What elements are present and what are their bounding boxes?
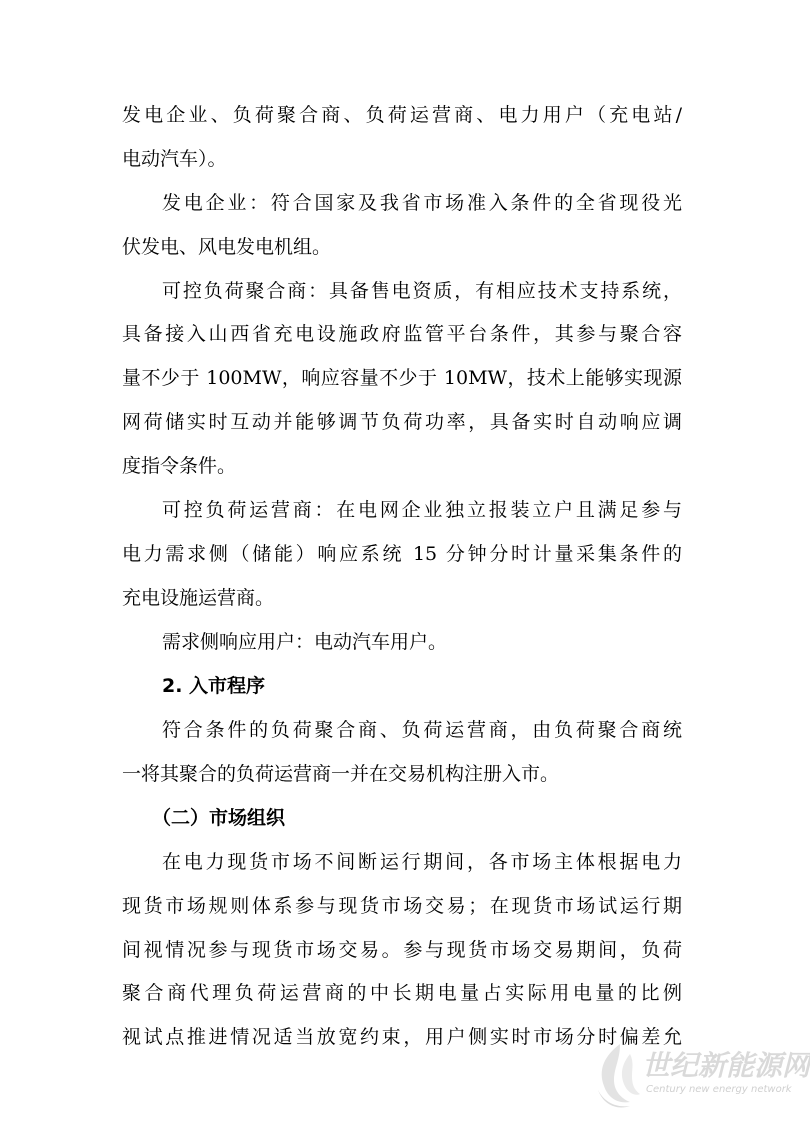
text-line-2: 电动汽车）。 [122,148,227,170]
text-line-9: 度指令条件。 [122,455,237,477]
text-line-19: 现货市场规则体系参与现货市场交易；在现货市场试运行期 [122,895,682,917]
watermark-title: 世纪新能源网 [642,1049,810,1082]
section-heading-entry-procedure: 2. 入市程序 [162,675,266,697]
flame-logo-icon [590,1040,644,1110]
text-line-3: 发电企业：符合国家及我省市场准入条件的全省现役光 [162,192,682,214]
text-line-16: 一将其聚合的负荷运营商一并在交易机构注册入市。 [122,763,560,785]
text-line-8: 网荷储实时互动并能够调节负荷功率，具备实时自动响应调 [122,411,682,433]
text-line-20: 间视情况参与现货市场交易。参与现货市场交易期间，负荷 [122,939,682,961]
text-line-22: 视试点推进情况适当放宽约束，用户侧实时市场分时偏差允 [122,1026,682,1048]
section-heading-market-organization: （二）市场组织 [152,807,286,829]
text-line-4: 伏发电、风电发电机组。 [122,236,332,258]
text-line-6: 具备接入山西省充电设施政府监管平台条件，其参与聚合容 [122,323,682,345]
text-line-18: 在电力现货市场不间断运行期间，各市场主体根据电力 [162,851,682,873]
watermark [590,1040,810,1110]
text-line-15: 符合条件的负荷聚合商、负荷运营商，由负荷聚合商统 [162,719,682,741]
text-line-5: 可控负荷聚合商：具备售电资质，有相应技术支持系统， [162,280,682,302]
text-line-12: 充电设施运营商。 [122,587,275,609]
text-line-10: 可控负荷运营商：在电网企业独立报装立户且满足参与 [162,499,682,521]
text-line-7: 量不少于 100MW，响应容量不少于 10MW，技术上能够实现源 [122,367,682,389]
text-line-11: 电力需求侧（储能）响应系统 15 分钟分时计量采集条件的 [122,543,682,565]
text-line-21: 聚合商代理负荷运营商的中长期电量占实际用电量的比例 [122,982,682,1004]
watermark-subtitle: Century new energy network [646,1084,792,1095]
text-line-13: 需求侧响应用户：电动汽车用户。 [162,631,448,653]
text-line-1: 发电企业、负荷聚合商、负荷运营商、电力用户（充电站/ [122,104,682,126]
